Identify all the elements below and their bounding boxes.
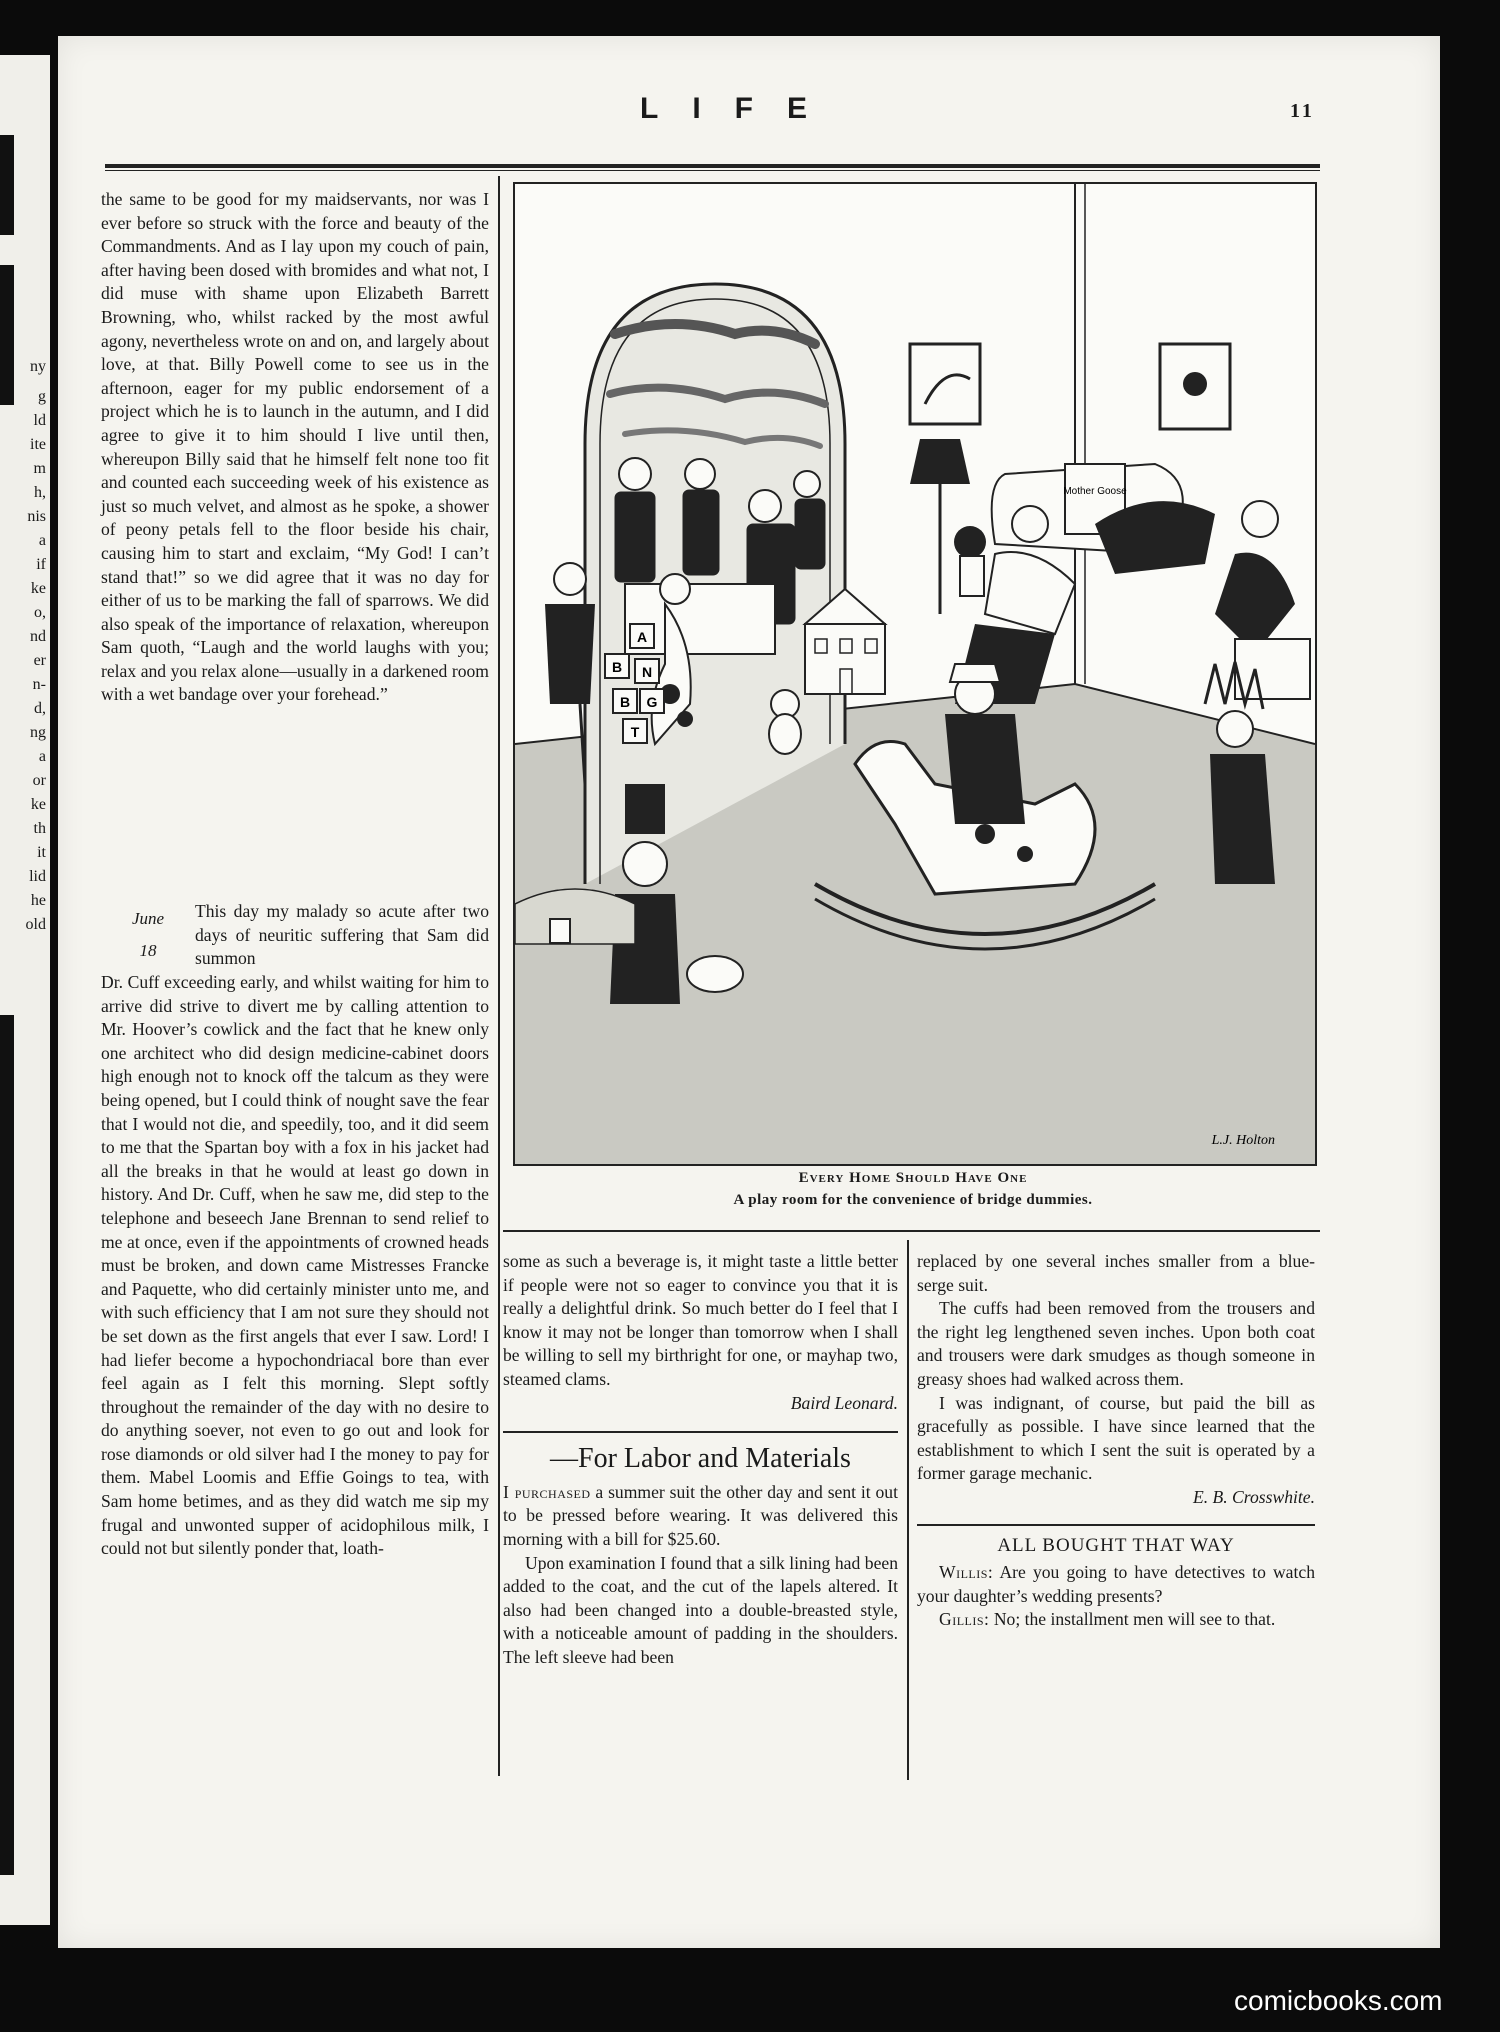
diary-paragraph: the same to be good for my maidservants, nor was I ever before so struck with the force and beauty of the Commandments. And as I lay upon my couch of pain, after having been dosed with bromides and what not, I did muse with shame upon Elizabeth Barrett Browning, who, whilst racked by the most awful agony, nevertheless wrote on and on, and largely about love, at that. Billy Powell come to see us in the afternoon, eager for my public endorsement of a project which he is to launch in the autumn, and I did agree to give it to him should I live until then, whereupon Billy said that he himself felt none too fit and counted each succeeding week of his existence as just so much velvet, and almost as he spoke, a shower of peony petals fell to the floor beside his chair, causing him to start and exclaim, “My God! I can’t stand that!” so we did agree that it was no day for either of us to be marking the fall of sparrows. We did also speak of the importance of relaxation, whereupon Sam quoth, “Laugh and the world laughs with you; relax and you relax alone—usually in a darkened room with a wet bandage over your forehead.” [101, 189, 489, 705]
prev-page-text: o, [34, 604, 46, 621]
prev-page-text: ng [30, 724, 46, 741]
column-3 [917, 1250, 1315, 1632]
article-paragraph: replaced by one several inches smaller from a blue-serge suit. [917, 1251, 1315, 1295]
block-letter: B [619, 694, 631, 710]
prev-page-text: or [32, 772, 46, 789]
prev-page-image-strip [0, 1015, 14, 1875]
prev-page-text: n- [32, 676, 46, 693]
prev-page-text: if [36, 556, 46, 573]
cartoon-caption-title: Every Home Should Have One [798, 1170, 1028, 1186]
diary-continuation: some as such a beverage is, it might taste a little better if people were not so eager to convince you that it is really a delightful drink. So much better do I feel that I know it may not be longer than tomorrow when I shall be willing to sell my birthright for one, or mayhap two, steamed clams. [503, 1251, 898, 1389]
toy-drum [687, 956, 743, 992]
artist-signature: L.J. Holton [1211, 1133, 1275, 1148]
prev-page-text: lid [29, 868, 46, 885]
article-paragraph: a summer suit the other day and sent it out to be pressed before wearing. It was delivered this morning with a bill for $25.60. [503, 1481, 898, 1549]
speaker-name: Gillis: [939, 1609, 990, 1630]
prev-page-text: er [33, 652, 46, 669]
header-rule [105, 164, 1320, 168]
prev-page-text: g [38, 388, 46, 405]
article-paragraph: The cuffs had been removed from the trousers and the right leg lengthened seven inches. Upon both coat and trousers were dark smudges as though someone in greasy shoes had walked across them. [917, 1298, 1315, 1389]
previous-page-edge [0, 55, 50, 1925]
column-2 [503, 1250, 898, 1670]
author-signoff: E. B. Crosswhite. [1192, 1486, 1315, 1507]
block-letter: G [646, 694, 658, 710]
masthead: LIFE [640, 92, 841, 125]
block-letter: B [611, 659, 623, 675]
diary-lead-paragraph: This day my malady so acute after two days of neuritic suffering that Sam did summon [195, 901, 489, 969]
prev-page-text: nis [27, 508, 46, 525]
prev-page-text: ke [30, 796, 46, 813]
prev-page-text: a [38, 532, 46, 549]
prev-page-ad-strip [0, 265, 14, 405]
prev-page-text: ld [33, 412, 46, 429]
prev-page-text: m [33, 460, 46, 477]
lamp [910, 439, 970, 484]
site-watermark: comicbooks.com [1234, 1985, 1443, 2016]
playroom-cartoon [515, 184, 1315, 1164]
doll [954, 526, 986, 558]
cartoon-illustration [513, 182, 1317, 1166]
prev-page-text: he [30, 892, 46, 909]
prev-page-text: a [38, 748, 46, 765]
block-letter: T [630, 724, 640, 740]
article-rule [917, 1524, 1315, 1526]
column-divider [498, 176, 500, 1776]
dialogue-line: No; the installment men will see to that. [989, 1609, 1276, 1630]
prev-page-text: ke [30, 580, 46, 597]
prev-page-text: nd [30, 628, 46, 645]
prev-page-text: d, [34, 700, 46, 717]
prev-page-ad-strip [0, 135, 14, 235]
prev-page-text: old [25, 916, 46, 933]
cartoon-caption-subtitle: A play room for the convenience of bridge dummies. [733, 1192, 1093, 1208]
date-day: 18 [139, 941, 157, 960]
article-title: —For Labor and Materials [550, 1443, 851, 1475]
speaker-name: Willis: [939, 1562, 994, 1583]
page-number: 11 [1290, 100, 1315, 122]
block-letter: A [636, 629, 648, 645]
prev-page-text: th [33, 820, 46, 837]
prev-page-text: ite [30, 436, 46, 453]
book-title: Mother Goose [1063, 486, 1127, 497]
date-month: June [131, 909, 165, 928]
column-1-bottom [101, 971, 489, 1561]
joke-title: ALL BOUGHT THAT WAY [997, 1534, 1235, 1556]
article-paragraph: I was indignant, of course, but paid the bill as gracefully as possible. I have since learned that the establishment to which I sent the suit is operated by a former garage mechanic. [917, 1392, 1315, 1484]
author-signoff: Baird Leonard. [790, 1392, 898, 1413]
diary-paragraph: Dr. Cuff exceeding early, and whilst waiting for him to arrive did strive to divert me by calling attention to Mr. Hoover’s cowlick and the fact that he knew only one architect who did design medicine-cabinet doors high enough not to knock off the talcum as they were being opened, but I could think of nought save the fear that I would not die, and speedily, too, and it did seem to me that the Spartan boy with a fox in his jacket had all the breaks in that he would at least go down in history. And Dr. Cuff, when he saw me, did step to the telephone and beseech Jane Brennan to send relief to me at once, even if the appointments of crowned heads must be broken, and down came Mistresses Francke and Paquette, who did certainly minister unto me, and with such efficiency that I am not sure they should not be set down as the first angels that ever I saw. Lord! I had liefer become a hypochondriacal bore than ever feel again as I felt this morning. Slept softly throughout the remainder of the day with no desire to do anything soever, not even to go out and look for rose diamonds or old silver had I the money to pay for them. Mabel Loomis and Effie Goings to tea, with Sam home betimes, and as they did watch me sip my frugal and unwonted supper of acidophilous milk, I could not but silently ponder that, loath- [101, 972, 489, 1559]
article-rule [503, 1431, 898, 1433]
old-man [545, 604, 595, 704]
column-1-top [101, 188, 489, 707]
article-paragraph: Upon examination I found that a silk lining had been added to the coat, and the cut of the lapels altered. It also had been changed into a double-breasted style, with a noticeable amount of padding in the shoulders. The left sleeve had been [503, 1552, 898, 1667]
diary-date [113, 903, 183, 967]
header-rule-thin [105, 170, 1320, 171]
toy-soldier [625, 784, 665, 834]
wall-picture [910, 344, 980, 424]
section-rule [503, 1230, 1320, 1232]
article-lead-word: I purchased [503, 1481, 591, 1502]
prev-page-text: h, [34, 484, 46, 501]
tea-table [1235, 639, 1310, 699]
dialogue-line: Are you going to have detectives to watch your daughter’s wedding presents? [917, 1562, 1315, 1606]
sand-pail [550, 919, 570, 943]
rider [945, 714, 1025, 824]
column-1-lead [195, 900, 489, 971]
prev-page-text: ny [30, 358, 46, 375]
prev-page-text: it [37, 844, 46, 861]
column-divider [907, 1240, 909, 1780]
block-letter: N [641, 664, 653, 680]
